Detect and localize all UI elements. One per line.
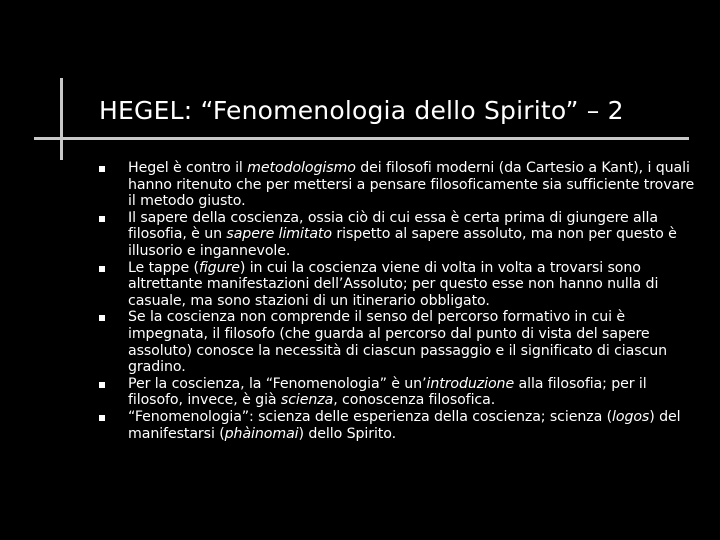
bullet-text <box>128 160 704 210</box>
bullet-item <box>99 376 704 409</box>
bullet-text-run: , conoscenza filosofica. <box>333 392 496 409</box>
bullet-text <box>128 309 704 375</box>
bullet-text-run: ) dello Spirito. <box>298 425 396 442</box>
bullet-item <box>99 160 704 210</box>
bullet-text-emphasis: figure <box>198 259 240 276</box>
bullet-text-run: ) in cui la coscienza viene di volta in volta a trovarsi sono altrettante manifestazioni dell’Assoluto; per questo esse non hanno nulla di casuale, ma sono stazioni di un itinerario obbligato. <box>128 259 659 309</box>
bullet-item <box>99 210 704 260</box>
decorative-vertical-line <box>60 78 63 160</box>
bullet-item <box>99 309 704 375</box>
bullet-text-run: Per la coscienza, la “Fenomenologia” è un’ <box>128 375 427 392</box>
bullet-square-icon <box>99 216 105 222</box>
bullet-text-run: dei filosofi moderni (da Cartesio a Kant), i quali hanno ritenuto che per mettersi a pensare filosoficamente sia sufficiente trovare il metodo giusto. <box>128 160 695 210</box>
bullet-text-run: Le tappe ( <box>128 259 199 276</box>
bullet-text-emphasis: phàinomai <box>224 425 299 442</box>
bullet-text-emphasis: scienza <box>280 392 334 409</box>
bullet-list <box>99 160 704 442</box>
bullet-square-icon <box>99 382 105 388</box>
bullet-text <box>128 376 704 409</box>
bullet-text-run: Il sapere della coscienza, ossia ciò di cui essa è certa prima di giungere alla filosofia, è un <box>128 209 658 243</box>
bullet-square-icon <box>99 166 105 172</box>
bullet-text-emphasis: metodologismo <box>247 160 356 176</box>
bullet-text <box>128 409 704 442</box>
bullet-square-icon <box>99 315 105 321</box>
bullet-square-icon <box>99 266 105 272</box>
bullet-text <box>128 260 704 310</box>
bullet-text-emphasis: sapere limitato <box>226 226 332 243</box>
bullet-item <box>99 409 704 442</box>
bullet-text-run: ) del manifestarsi ( <box>128 408 681 442</box>
bullet-text-emphasis: logos <box>612 408 650 425</box>
bullet-text-run: Hegel è contro il <box>128 160 248 176</box>
decorative-horizontal-line <box>34 137 689 140</box>
bullet-text-emphasis: introduzione <box>426 375 515 392</box>
bullet-text-run: alla filosofia; per il filosofo, invece, è già <box>128 375 647 409</box>
bullet-text-run: “Fenomenologia”: scienza delle esperienza della coscienza; scienza ( <box>128 408 613 425</box>
bullet-text <box>128 210 704 260</box>
bullet-item <box>99 260 704 310</box>
slide-title: HEGEL: “Fenomenologia dello Spirito” – 2 <box>99 96 624 125</box>
bullet-text-run: rispetto al sapere assoluto, ma non per questo è illusorio e ingannevole. <box>128 226 677 259</box>
bullet-square-icon <box>99 415 105 421</box>
bullet-text-run: Se la coscienza non comprende il senso del percorso formativo in cui è impegnata, il filosofo (che guarda al percorso dal punto di vista del sapere assoluto) conosce la necessità di ciascun passaggio e il significato di ciascun gradino. <box>128 309 668 376</box>
